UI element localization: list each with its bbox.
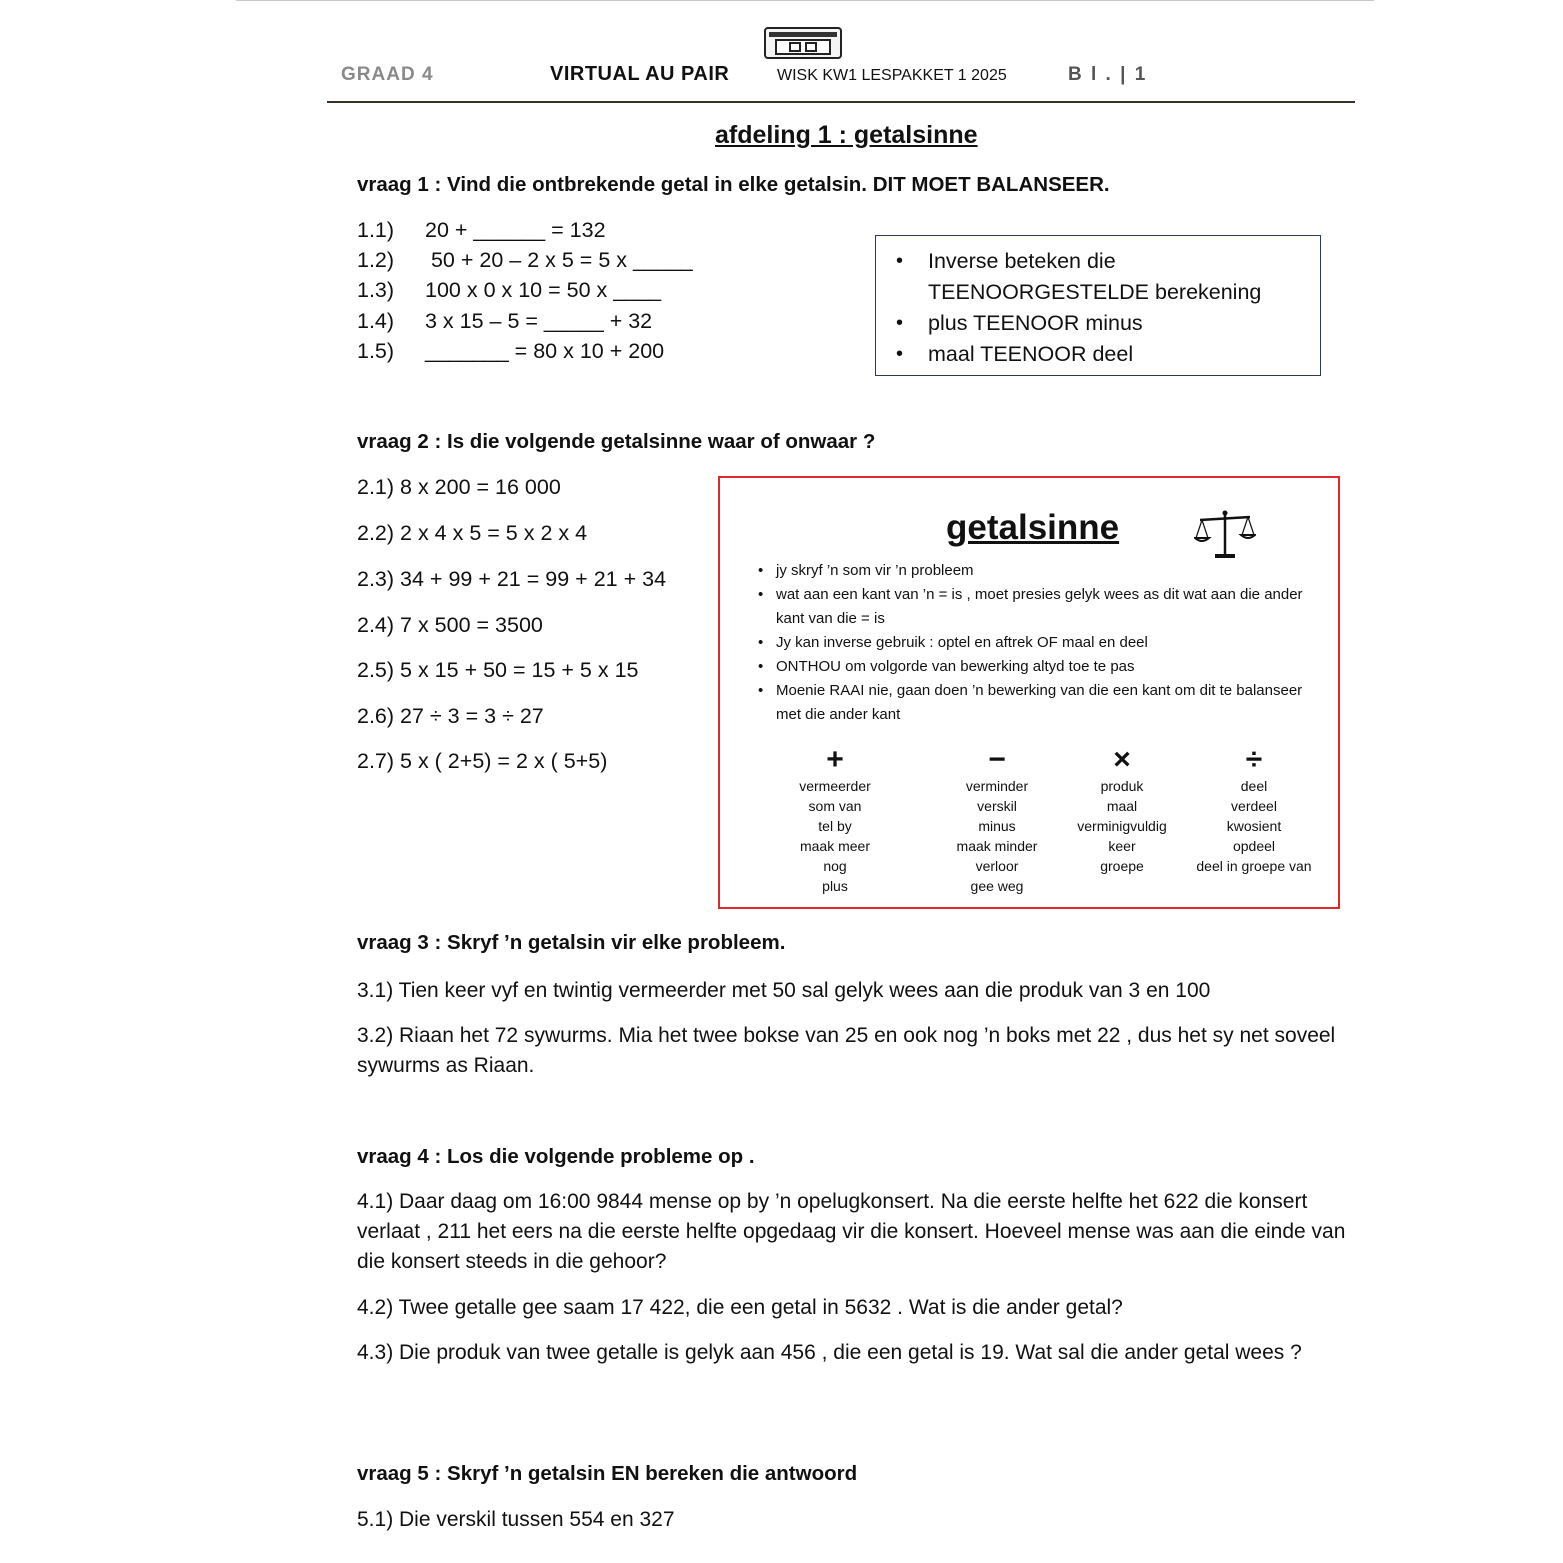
question-2-item: 2.1) 8 x 200 = 16 000 [357,475,561,499]
minus-icon: − [988,743,1006,776]
question-4-heading: vraag 4 : Los die volgende probleme op . [357,1145,755,1168]
question-2-item: 2.4) 7 x 500 = 3500 [357,613,543,637]
operation-word: maak minder [956,838,1038,854]
operation-word: plus [822,878,848,894]
getalsinne-reference-box [718,476,1340,909]
item-text: _______ = 80 x 10 + 200 [425,339,665,363]
question-1-heading: vraag 1 : Vind die ontbrekende getal in elke getalsin. DIT MOET BALANSEER. [357,173,1110,196]
operation-plus [760,743,910,896]
inverse-note-box [875,235,1321,376]
operation-word: vermeerder [799,778,871,794]
item-number: 1.1) [357,218,395,242]
operation-word: kwosient [1226,818,1282,834]
operation-word: maak meer [799,838,871,854]
question-2-item: 2.3) 34 + 99 + 21 = 99 + 21 + 34 [357,567,667,591]
reference-bullet: • jy skryf ’n som vir ’n probleem [758,559,1318,583]
question-3-item: 3.2) Riaan het 72 sywurms. Mia het twee bokse van 25 en ook nog ’n boks met 22 , dus het sy net soveel sywurms as Riaan. [357,1024,1336,1077]
operation-word: verloor [975,858,1019,874]
divide-icon: ÷ [1245,743,1263,776]
reference-bullet: • Jy kan inverse gebruik : optel en aftrek OF maal en deel [758,631,1318,655]
question-2-item: 2.7) 5 x ( 2+5) = 2 x ( 5+5) [357,749,608,773]
reference-bullet: • ONTHOU om volgorde van bewerking altyd toe te pas [758,655,1318,679]
question-4-item: 4.1) Daar daag om 16:00 9844 mense op by ’n opelugkonsert. Na die eerste helfte het 622 die konsert verlaat , 211 het eers na die eerste helfte opgedaag vir die konsert. Hoeveel mense was aan die einde van die konsert steeds in die gehoor? [357,1190,1346,1273]
question-1-item [357,339,664,364]
question-1-item [357,309,652,334]
question-5-heading: vraag 5 : Skryf ’n getalsin EN bereken die antwoord [357,1462,858,1485]
question-4-item: 4.2) Twee getalle gee saam 17 422, die een getal in 5632 . Wat is die ander getal? [357,1296,1123,1319]
page-number: 1 [1134,64,1148,85]
operation-word: som van [808,798,862,814]
operation-multiply [1047,743,1197,876]
item-text: 3 x 15 – 5 = _____ + 32 [425,309,653,333]
operation-word: nog [823,858,847,874]
inverse-note-item: • maal TEENOOR deel [928,339,1308,370]
inverse-note-item: • plus TEENOOR minus [928,308,1308,339]
scale-icon [1194,508,1256,560]
multiply-icon: × [1113,743,1131,776]
operation-word: verskil [977,798,1017,814]
header-grade: GRAAD 4 [341,64,434,85]
page-prefix: B l . | [1068,64,1128,85]
reference-bullet: • Moenie RAAI nie, gaan doen ’n bewerking van die een kant om dit te balanseer met die ander kant [758,679,1318,727]
plus-icon: + [826,743,844,776]
question-2-item: 2.6) 27 ÷ 3 = 3 ÷ 27 [357,704,544,728]
operation-word: keer [1108,838,1136,854]
operation-word: verminigvuldig [1077,818,1167,834]
inverse-note-item: • Inverse beteken die TEENOORGESTELDE berekening [928,246,1308,308]
operation-word: verminder [965,778,1029,794]
question-2-item: 2.5) 5 x 15 + 50 = 15 + 5 x 15 [357,658,639,682]
reference-bullets [758,559,1318,727]
item-text: 100 x 0 x 10 = 50 x ____ [425,278,662,302]
section-title: afdeling 1 : getalsinne [715,121,978,149]
item-text: 20 + ______ = 132 [425,218,606,242]
question-1-item [357,218,606,243]
operation-word: minus [978,818,1016,834]
operation-word: maal [1106,798,1138,814]
top-border [236,0,1374,1]
reference-title: getalsinne [946,508,1120,547]
item-number: 1.3) [357,278,395,302]
header-page [1068,64,1147,86]
question-3-heading: vraag 3 : Skryf ’n getalsin vir elke probleem. [357,931,786,954]
question-1-item [357,278,661,303]
item-number: 1.5) [357,339,395,363]
operation-word: tel by [818,818,852,834]
operation-word: deel [1240,778,1268,794]
operation-word: gee weg [970,878,1024,894]
operation-word: groepe [1100,858,1144,874]
header-brand: VIRTUAL AU PAIR [550,63,730,85]
item-number: 1.4) [357,309,395,333]
item-text: 50 + 20 – 2 x 5 = 5 x _____ [425,248,693,272]
question-1-item [357,248,693,273]
question-4-item: 4.3) Die produk van twee getalle is gelyk aan 456 , die een getal is 19. Wat sal die ander getal wees ? [357,1341,1302,1364]
operation-word: verdeel [1231,798,1277,814]
question-2-item: 2.2) 2 x 4 x 5 = 5 x 2 x 4 [357,521,588,545]
virtual-au-pair-logo [764,27,842,59]
question-3-item: 3.1) Tien keer vyf en twintig vermeerder met 50 sal gelyk wees aan die produk van 3 en 100 [357,979,1211,1002]
operation-divide [1179,743,1329,876]
operation-word: opdeel [1232,838,1276,854]
question-5-item: 5.1) Die verskil tussen 554 en 327 [357,1508,675,1531]
header-subject: WISK KW1 LESPAKKET 1 2025 [777,67,1007,84]
operation-word: produk [1100,778,1144,794]
item-number: 1.2) [357,248,395,272]
reference-bullet: • wat aan een kant van ’n = is , moet presies gelyk wees as dit wat aan die ander kant van die = is [758,583,1318,631]
question-2-heading: vraag 2 : Is die volgende getalsinne waar of onwaar ? [357,430,876,453]
operation-word: deel in groepe van [1196,858,1312,874]
header-divider [327,101,1355,103]
